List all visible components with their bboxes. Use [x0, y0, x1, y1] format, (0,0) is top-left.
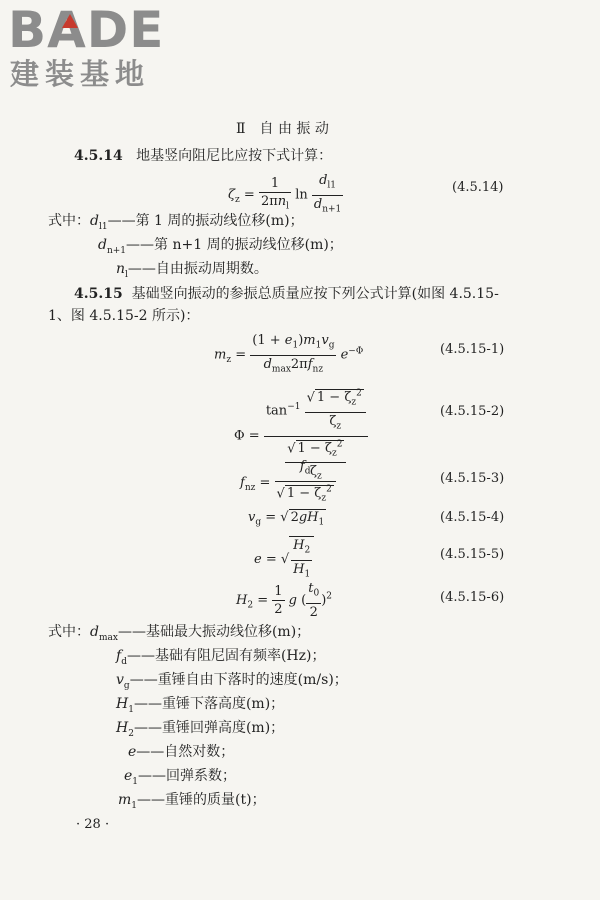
eqno: (4.5.15-5) — [440, 547, 505, 562]
logo-accent-wedge — [62, 14, 78, 28]
equation-4-5-15-1: $m_z$ = $\frac{(1 + e_1)m_1v_g}{d_{max}2\pi f_{nz}}$ $e^{-\Phi}$ — [214, 333, 364, 375]
eqno: (4.5.15-4) — [440, 510, 505, 525]
def-row: 式中：$d_{l1}——$第 1 周的振动线位移(m)； — [48, 213, 304, 232]
logo-brand: BADE — [8, 1, 165, 59]
page-number: · 28 · — [76, 817, 110, 832]
logo-subtitle: 建装基地 — [10, 57, 151, 91]
eqno: (4.5.15-3) — [440, 471, 505, 486]
equation-4-5-14: $\zeta_z$ = $\frac{1}{2\pi n_l}$ ln $\frac{d_{l1}}{d_{n+1}}$ — [228, 173, 342, 215]
equation-4-5-15-3: $f_{nz}$ = $\frac{f_d}{√ 1 - \zeta_z^2}$ — [240, 458, 336, 508]
def-row: $H_2——$重锤回弹高度(m)； — [116, 720, 285, 739]
equation-4-5-15-6: $H_2$ = $\frac{1}{2}$ g ( $\frac{t_0}{2}$ )$^2$ — [236, 581, 332, 620]
clause-4-5-14 — [74, 146, 332, 166]
equation-4-5-15-4: $v_g$ = √ $2gH_1$ — [248, 510, 325, 528]
clause-4-5-15: 4.5.15 基础竖向振动的参振总质量应按下列公式计算(如图 4.5.15- — [74, 286, 499, 302]
eqno: (4.5.15-6) — [440, 590, 505, 605]
equation-4-5-15-5: e = √ $\frac{H_2}{H_1}$ — [254, 536, 314, 583]
eqno: (4.5.15-1) — [440, 342, 505, 357]
eqno: (4.5.15-2) — [440, 404, 505, 419]
section-title: Ⅱ 自 由 振 动 — [236, 121, 329, 137]
def-row: $v_g——$重锤自由下落时的速度(m/s)； — [116, 672, 348, 691]
logo — [8, 1, 178, 91]
def-row: $m_1——$重锤的质量(t)； — [118, 792, 266, 811]
equation-4-5-15-2: Φ = $\tan^{-1}$ $\frac{√ 1 - \zeta_z^2}{\zeta_z}$ $\frac{√ 1 - \zeta_z^2}{\zeta_z}$ — [234, 386, 368, 486]
clause-4-5-15-cont: 1、图 4.5.15-2 所示)： — [48, 308, 200, 324]
def-row: 式中：$d_{max}——$基础最大振动线位移(m)； — [48, 624, 311, 643]
def-row: $d_{n+1}——$第 n+1 周的振动线位移(m)； — [98, 237, 343, 256]
clause-text: 地基竖向阻尼比应按下式计算： — [136, 148, 333, 164]
def-row: $e_1——$回弹系数； — [124, 768, 237, 787]
eqno-4-5-14: (4.5.14) — [452, 180, 504, 195]
def-row: $n_l——$自由振动周期数。 — [116, 261, 268, 280]
def-row: e——自然对数； — [128, 744, 235, 760]
def-row: $H_1——$重锤下落高度(m)； — [116, 696, 285, 715]
def-row: $f_d——$基础有阻尼固有频率(Hz)； — [116, 648, 326, 667]
clause-number: 4.5.14 — [74, 148, 123, 164]
